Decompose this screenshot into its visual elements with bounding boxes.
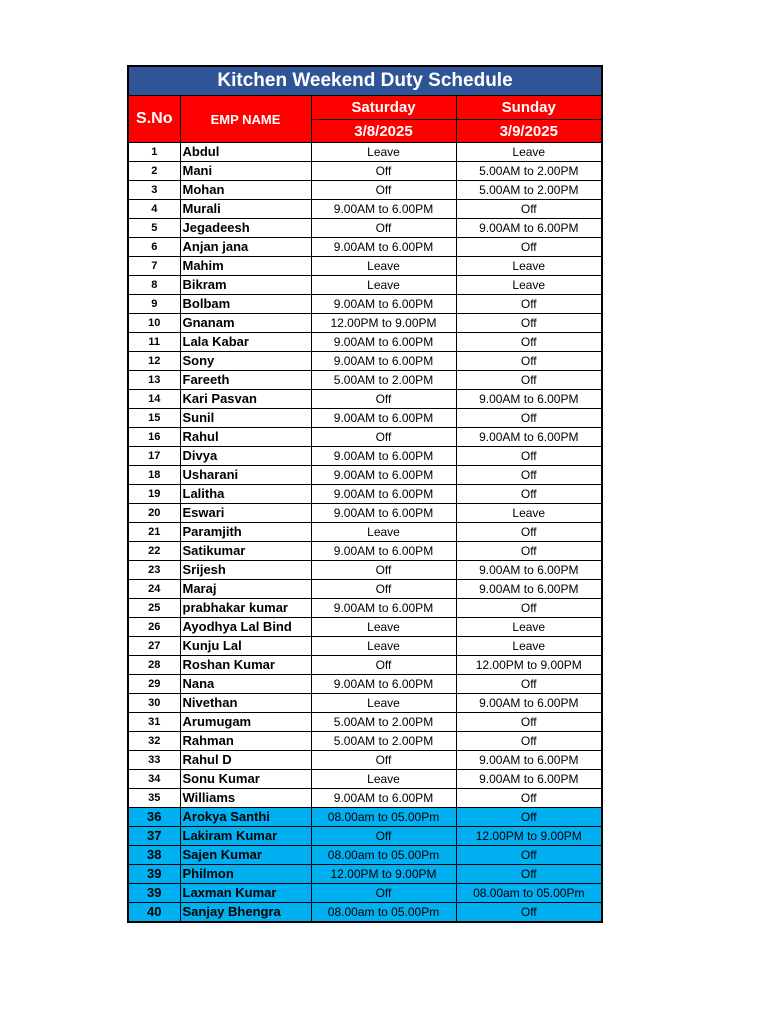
- row-saturday-shift: 9.00AM to 6.00PM: [311, 352, 456, 371]
- row-sno: 17: [128, 447, 180, 466]
- row-saturday-shift: 9.00AM to 6.00PM: [311, 200, 456, 219]
- row-sunday-shift: Off: [456, 485, 602, 504]
- table-row: [128, 390, 602, 409]
- row-emp-name: Jegadeesh: [180, 219, 311, 238]
- table-row: [128, 200, 602, 219]
- row-sno: 34: [128, 770, 180, 789]
- row-emp-name: Kari Pasvan: [180, 390, 311, 409]
- row-saturday-shift: Off: [311, 827, 456, 846]
- row-sno: 36: [128, 808, 180, 827]
- row-saturday-shift: 5.00AM to 2.00PM: [311, 713, 456, 732]
- row-sunday-shift: Leave: [456, 276, 602, 295]
- row-sno: 40: [128, 903, 180, 923]
- table-row: [128, 485, 602, 504]
- row-emp-name: Eswari: [180, 504, 311, 523]
- row-emp-name: Maraj: [180, 580, 311, 599]
- table-row: [128, 618, 602, 637]
- row-sno: 24: [128, 580, 180, 599]
- row-emp-name: Sonu Kumar: [180, 770, 311, 789]
- row-emp-name: Kunju Lal: [180, 637, 311, 656]
- row-sno: 4: [128, 200, 180, 219]
- table-row: [128, 276, 602, 295]
- row-saturday-shift: 9.00AM to 6.00PM: [311, 295, 456, 314]
- row-emp-name: Rahul D: [180, 751, 311, 770]
- row-saturday-shift: Leave: [311, 143, 456, 162]
- row-sno: 26: [128, 618, 180, 637]
- row-sunday-shift: Off: [456, 371, 602, 390]
- row-emp-name: Roshan Kumar: [180, 656, 311, 675]
- row-emp-name: Sunil: [180, 409, 311, 428]
- row-sunday-shift: Off: [456, 409, 602, 428]
- row-sno: 6: [128, 238, 180, 257]
- row-sno: 28: [128, 656, 180, 675]
- row-emp-name: Ayodhya Lal Bind: [180, 618, 311, 637]
- row-sunday-shift: Off: [456, 903, 602, 923]
- row-sno: 32: [128, 732, 180, 751]
- row-sno: 39: [128, 865, 180, 884]
- row-saturday-shift: Off: [311, 162, 456, 181]
- row-saturday-shift: 9.00AM to 6.00PM: [311, 485, 456, 504]
- table-row: [128, 808, 602, 827]
- row-sno: 7: [128, 257, 180, 276]
- row-sno: 5: [128, 219, 180, 238]
- row-emp-name: Srijesh: [180, 561, 311, 580]
- row-sno: 38: [128, 846, 180, 865]
- header-emp-name: EMP NAME: [180, 96, 311, 143]
- row-emp-name: Mahim: [180, 257, 311, 276]
- title-row: [128, 66, 602, 96]
- row-sno: 19: [128, 485, 180, 504]
- header-saturday: Saturday: [311, 96, 456, 120]
- row-emp-name: Lakiram Kumar: [180, 827, 311, 846]
- row-emp-name: Lala Kabar: [180, 333, 311, 352]
- row-sno: 15: [128, 409, 180, 428]
- row-emp-name: Paramjith: [180, 523, 311, 542]
- row-saturday-shift: 9.00AM to 6.00PM: [311, 675, 456, 694]
- row-sno: 30: [128, 694, 180, 713]
- row-saturday-shift: 08.00am to 05.00Pm: [311, 846, 456, 865]
- row-saturday-shift: Off: [311, 219, 456, 238]
- row-saturday-shift: 9.00AM to 6.00PM: [311, 504, 456, 523]
- row-sno: 29: [128, 675, 180, 694]
- row-sunday-shift: 9.00AM to 6.00PM: [456, 390, 602, 409]
- row-saturday-shift: 08.00am to 05.00Pm: [311, 903, 456, 923]
- row-emp-name: Mohan: [180, 181, 311, 200]
- row-emp-name: Nana: [180, 675, 311, 694]
- row-saturday-shift: 12.00PM to 9.00PM: [311, 314, 456, 333]
- table-row: [128, 181, 602, 200]
- row-sno: 31: [128, 713, 180, 732]
- row-saturday-shift: Leave: [311, 637, 456, 656]
- row-emp-name: Rahman: [180, 732, 311, 751]
- row-emp-name: Bolbam: [180, 295, 311, 314]
- row-sno: 23: [128, 561, 180, 580]
- row-emp-name: Philmon: [180, 865, 311, 884]
- row-sno: 12: [128, 352, 180, 371]
- table-row: [128, 713, 602, 732]
- row-sunday-shift: 12.00PM to 9.00PM: [456, 656, 602, 675]
- row-sunday-shift: 9.00AM to 6.00PM: [456, 694, 602, 713]
- row-sunday-shift: Off: [456, 466, 602, 485]
- table-row: [128, 599, 602, 618]
- row-saturday-shift: 9.00AM to 6.00PM: [311, 599, 456, 618]
- row-sno: 37: [128, 827, 180, 846]
- row-saturday-shift: Off: [311, 656, 456, 675]
- table-row: [128, 884, 602, 903]
- row-sunday-shift: Off: [456, 352, 602, 371]
- row-emp-name: Bikram: [180, 276, 311, 295]
- table-row: [128, 903, 602, 923]
- row-sno: 22: [128, 542, 180, 561]
- table-row: [128, 637, 602, 656]
- row-saturday-shift: Off: [311, 428, 456, 447]
- table-row: [128, 561, 602, 580]
- row-sunday-shift: Off: [456, 789, 602, 808]
- row-saturday-shift: 9.00AM to 6.00PM: [311, 333, 456, 352]
- row-saturday-shift: Leave: [311, 523, 456, 542]
- row-emp-name: Sony: [180, 352, 311, 371]
- table-row: [128, 295, 602, 314]
- table-row: [128, 352, 602, 371]
- schedule-rows: [128, 143, 602, 923]
- row-emp-name: Divya: [180, 447, 311, 466]
- row-emp-name: Sanjay Bhengra: [180, 903, 311, 923]
- row-sno: 14: [128, 390, 180, 409]
- row-sunday-shift: Off: [456, 675, 602, 694]
- row-sunday-shift: Off: [456, 523, 602, 542]
- row-sunday-shift: 5.00AM to 2.00PM: [456, 162, 602, 181]
- row-saturday-shift: Off: [311, 751, 456, 770]
- row-saturday-shift: 9.00AM to 6.00PM: [311, 409, 456, 428]
- row-sunday-shift: Leave: [456, 618, 602, 637]
- row-sunday-shift: Off: [456, 808, 602, 827]
- table-row: [128, 732, 602, 751]
- table-row: [128, 770, 602, 789]
- row-emp-name: Lalitha: [180, 485, 311, 504]
- table-row: [128, 447, 602, 466]
- row-sunday-shift: Off: [456, 542, 602, 561]
- table-row: [128, 219, 602, 238]
- row-emp-name: Arumugam: [180, 713, 311, 732]
- table-row: [128, 542, 602, 561]
- table-row: [128, 333, 602, 352]
- row-emp-name: Gnanam: [180, 314, 311, 333]
- row-emp-name: Williams: [180, 789, 311, 808]
- row-sunday-shift: Off: [456, 599, 602, 618]
- row-emp-name: prabhakar kumar: [180, 599, 311, 618]
- row-saturday-shift: Leave: [311, 618, 456, 637]
- table-row: [128, 580, 602, 599]
- row-sno: 21: [128, 523, 180, 542]
- row-saturday-shift: Leave: [311, 257, 456, 276]
- row-sno: 2: [128, 162, 180, 181]
- table-row: [128, 314, 602, 333]
- row-sno: 16: [128, 428, 180, 447]
- row-saturday-shift: 5.00AM to 2.00PM: [311, 732, 456, 751]
- row-sunday-shift: 9.00AM to 6.00PM: [456, 770, 602, 789]
- header-row-days: [128, 96, 602, 120]
- row-saturday-shift: 08.00am to 05.00Pm: [311, 808, 456, 827]
- row-sunday-shift: 08.00am to 05.00Pm: [456, 884, 602, 903]
- row-emp-name: Usharani: [180, 466, 311, 485]
- table-row: [128, 371, 602, 390]
- row-sno: 20: [128, 504, 180, 523]
- table-row: [128, 751, 602, 770]
- table-row: [128, 827, 602, 846]
- table-row: [128, 865, 602, 884]
- row-sno: 25: [128, 599, 180, 618]
- row-sunday-shift: 9.00AM to 6.00PM: [456, 561, 602, 580]
- row-sunday-shift: 9.00AM to 6.00PM: [456, 219, 602, 238]
- row-emp-name: Mani: [180, 162, 311, 181]
- header-sunday: Sunday: [456, 96, 602, 120]
- table-row: [128, 656, 602, 675]
- row-sno: 1: [128, 143, 180, 162]
- schedule-title: Kitchen Weekend Duty Schedule: [128, 66, 602, 96]
- row-emp-name: Arokya Santhi: [180, 808, 311, 827]
- row-saturday-shift: 5.00AM to 2.00PM: [311, 371, 456, 390]
- row-emp-name: Anjan jana: [180, 238, 311, 257]
- table-row: [128, 257, 602, 276]
- row-saturday-shift: Leave: [311, 694, 456, 713]
- row-emp-name: Satikumar: [180, 542, 311, 561]
- row-sunday-shift: Leave: [456, 143, 602, 162]
- row-emp-name: Rahul: [180, 428, 311, 447]
- row-saturday-shift: Leave: [311, 770, 456, 789]
- table-row: [128, 504, 602, 523]
- header-saturday-date: 3/8/2025: [311, 120, 456, 143]
- row-saturday-shift: 9.00AM to 6.00PM: [311, 447, 456, 466]
- row-sno: 9: [128, 295, 180, 314]
- row-sunday-shift: Off: [456, 447, 602, 466]
- row-saturday-shift: Off: [311, 580, 456, 599]
- row-sno: 3: [128, 181, 180, 200]
- header-sno: S.No: [128, 96, 180, 143]
- row-sunday-shift: Off: [456, 295, 602, 314]
- table-row: [128, 523, 602, 542]
- table-row: [128, 428, 602, 447]
- row-saturday-shift: Leave: [311, 276, 456, 295]
- table-row: [128, 694, 602, 713]
- table-row: [128, 675, 602, 694]
- row-sunday-shift: Leave: [456, 637, 602, 656]
- row-sunday-shift: 5.00AM to 2.00PM: [456, 181, 602, 200]
- row-sunday-shift: 9.00AM to 6.00PM: [456, 580, 602, 599]
- row-sunday-shift: Leave: [456, 504, 602, 523]
- row-saturday-shift: 9.00AM to 6.00PM: [311, 466, 456, 485]
- row-saturday-shift: Off: [311, 561, 456, 580]
- row-saturday-shift: Off: [311, 181, 456, 200]
- row-sunday-shift: Off: [456, 713, 602, 732]
- row-saturday-shift: Off: [311, 390, 456, 409]
- row-sno: 18: [128, 466, 180, 485]
- row-saturday-shift: 9.00AM to 6.00PM: [311, 542, 456, 561]
- row-sunday-shift: 9.00AM to 6.00PM: [456, 428, 602, 447]
- row-sunday-shift: 9.00AM to 6.00PM: [456, 751, 602, 770]
- row-saturday-shift: 12.00PM to 9.00PM: [311, 865, 456, 884]
- row-sno: 13: [128, 371, 180, 390]
- table-row: [128, 846, 602, 865]
- row-sunday-shift: Leave: [456, 257, 602, 276]
- row-sunday-shift: Off: [456, 732, 602, 751]
- row-sno: 35: [128, 789, 180, 808]
- row-emp-name: Sajen Kumar: [180, 846, 311, 865]
- row-sno: 33: [128, 751, 180, 770]
- row-sunday-shift: 12.00PM to 9.00PM: [456, 827, 602, 846]
- row-saturday-shift: 9.00AM to 6.00PM: [311, 789, 456, 808]
- row-sno: 39: [128, 884, 180, 903]
- row-saturday-shift: 9.00AM to 6.00PM: [311, 238, 456, 257]
- row-saturday-shift: Off: [311, 884, 456, 903]
- row-sunday-shift: Off: [456, 846, 602, 865]
- row-emp-name: Fareeth: [180, 371, 311, 390]
- row-emp-name: Laxman Kumar: [180, 884, 311, 903]
- row-emp-name: Nivethan: [180, 694, 311, 713]
- row-sunday-shift: Off: [456, 200, 602, 219]
- table-row: [128, 162, 602, 181]
- table-row: [128, 789, 602, 808]
- table-row: [128, 466, 602, 485]
- table-row: [128, 409, 602, 428]
- row-emp-name: Abdul: [180, 143, 311, 162]
- table-row: [128, 238, 602, 257]
- row-sunday-shift: Off: [456, 865, 602, 884]
- header-sunday-date: 3/9/2025: [456, 120, 602, 143]
- row-sno: 11: [128, 333, 180, 352]
- row-sno: 10: [128, 314, 180, 333]
- row-emp-name: Murali: [180, 200, 311, 219]
- row-sunday-shift: Off: [456, 333, 602, 352]
- row-sno: 8: [128, 276, 180, 295]
- duty-schedule-table: [127, 65, 603, 923]
- row-sno: 27: [128, 637, 180, 656]
- row-sunday-shift: Off: [456, 314, 602, 333]
- row-sunday-shift: Off: [456, 238, 602, 257]
- table-row: [128, 143, 602, 162]
